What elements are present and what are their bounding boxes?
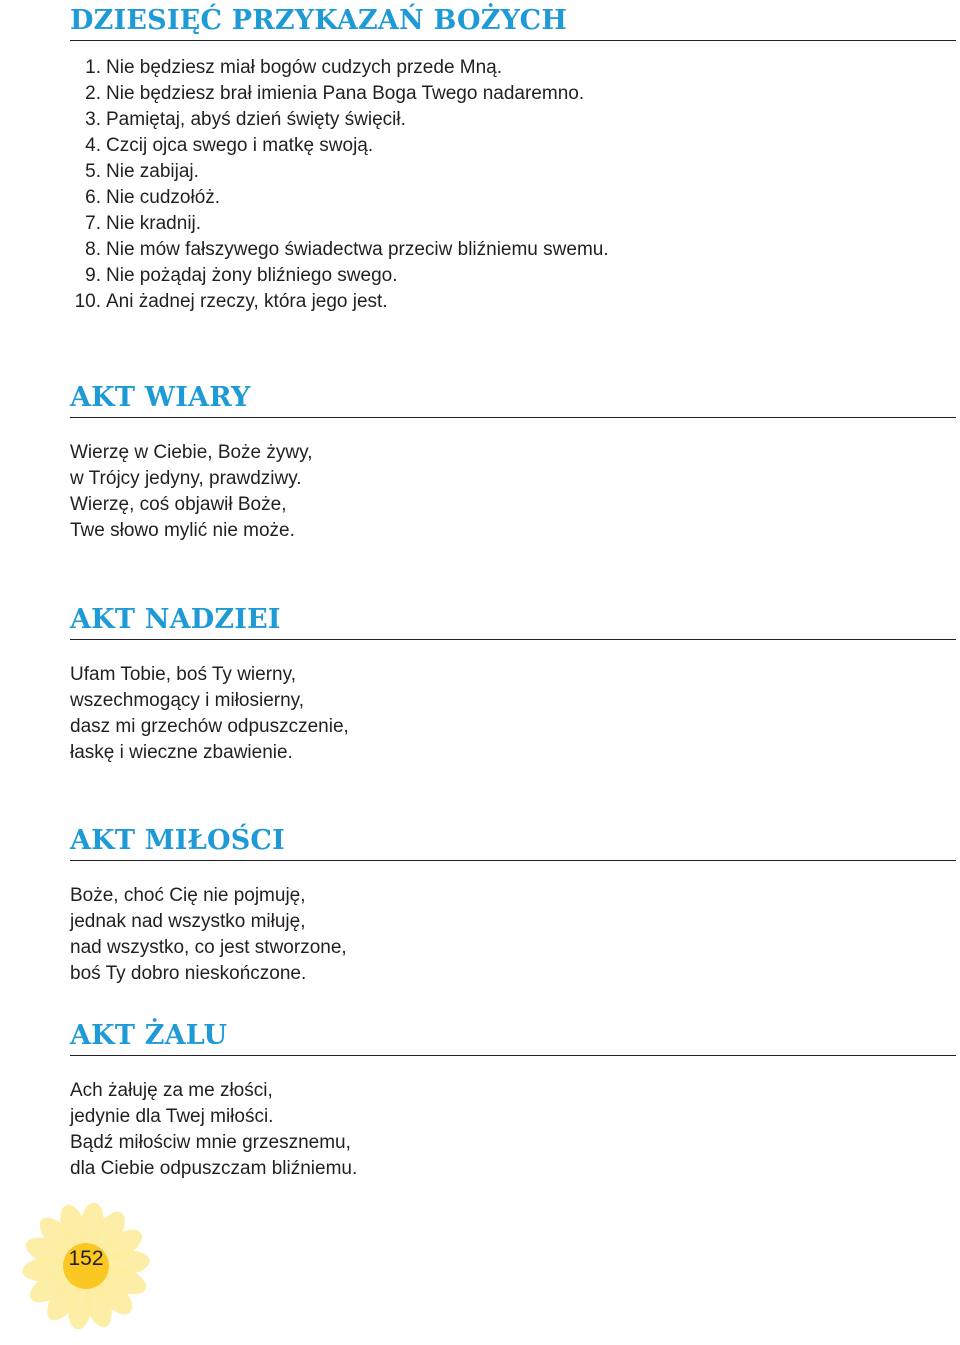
prayer-line: Twe słowo mylić nie może. xyxy=(70,520,295,541)
prayer-line: boś Ty dobro nieskończone. xyxy=(70,963,307,984)
prayer-line: w Trójcy jedyny, prawdziwy. xyxy=(70,468,302,489)
item-number: 6. xyxy=(85,187,101,208)
list-item xyxy=(70,133,956,159)
item-number: 5. xyxy=(85,161,101,182)
section-title-commandments: DZIESIĘĆ PRZYKAZAŃ BOŻYCH xyxy=(70,4,956,41)
commandments-list xyxy=(70,55,956,315)
section-akt-milosci xyxy=(70,824,956,987)
prayer-text-akt-nadziei xyxy=(70,662,956,766)
item-text: Nie pożądaj żony bliźniego swego. xyxy=(106,265,398,286)
item-number: 2. xyxy=(85,83,101,104)
list-item xyxy=(70,289,956,315)
prayer-line: Boże, choć Cię nie pojmuję, xyxy=(70,885,306,906)
item-number: 9. xyxy=(85,265,101,286)
list-item xyxy=(70,263,956,289)
prayer-text-akt-zalu xyxy=(70,1078,956,1182)
list-item xyxy=(70,81,956,107)
prayer-text-akt-milosci xyxy=(70,883,956,987)
section-akt-zalu xyxy=(70,1019,956,1182)
list-item xyxy=(70,237,956,263)
item-number: 7. xyxy=(85,213,101,234)
item-number: 8. xyxy=(85,239,101,260)
prayer-line: dla Ciebie odpuszczam bliźniemu. xyxy=(70,1158,358,1179)
prayer-line: Bądź miłościw mnie grzesznemu, xyxy=(70,1132,351,1153)
item-text: Nie kradnij. xyxy=(106,213,202,234)
section-akt-nadziei xyxy=(70,603,956,766)
item-text: Ani żadnej rzeczy, która jego jest. xyxy=(106,291,388,312)
list-item xyxy=(70,159,956,185)
list-item xyxy=(70,107,956,133)
prayer-line: nad wszystko, co jest stworzone, xyxy=(70,937,347,958)
list-item xyxy=(70,185,956,211)
item-number: 10. xyxy=(74,291,101,312)
section-title-akt-zalu: AKT ŻALU xyxy=(70,1019,956,1056)
section-title-akt-milosci: AKT MIŁOŚCI xyxy=(70,824,956,861)
prayer-text-akt-wiary xyxy=(70,440,956,544)
section-title-akt-nadziei: AKT NADZIEI xyxy=(70,603,956,640)
item-text: Nie będziesz miał bogów cudzych przede Mną. xyxy=(106,57,503,78)
item-number: 1. xyxy=(85,57,101,78)
prayer-line: dasz mi grzechów odpuszczenie, xyxy=(70,716,349,737)
section-akt-wiary xyxy=(70,381,956,544)
item-text: Czcij ojca swego i matkę swoją. xyxy=(106,135,374,156)
item-text: Nie będziesz brał imienia Pana Boga Twego nadaremno. xyxy=(106,83,585,104)
list-item xyxy=(70,211,956,237)
prayer-line: Wierzę w Ciebie, Boże żywy, xyxy=(70,442,313,463)
prayer-line: Ufam Tobie, boś Ty wierny, xyxy=(70,664,296,685)
prayer-line: łaskę i wieczne zbawienie. xyxy=(70,742,293,763)
item-text: Nie mów fałszywego świadectwa przeciw bliźniemu swemu. xyxy=(106,239,609,260)
page-number: 152 xyxy=(68,1247,104,1270)
prayer-line: jednak nad wszystko miłuję, xyxy=(70,911,306,932)
item-number: 3. xyxy=(85,109,101,130)
list-item xyxy=(70,55,956,81)
section-title-akt-wiary: AKT WIARY xyxy=(70,381,956,418)
section-commandments xyxy=(70,4,956,315)
item-text: Nie cudzołóż. xyxy=(106,187,221,208)
prayer-line: wszechmogący i miłosierny, xyxy=(70,690,305,711)
prayer-line: Ach żałuję za me złości, xyxy=(70,1080,273,1101)
item-text: Pamiętaj, abyś dzień święty święcił. xyxy=(106,109,406,130)
item-text: Nie zabijaj. xyxy=(106,161,199,182)
prayer-line: Wierzę, coś objawił Boże, xyxy=(70,494,287,515)
prayer-line: jedynie dla Twej miłości. xyxy=(70,1106,274,1127)
item-number: 4. xyxy=(85,135,101,156)
